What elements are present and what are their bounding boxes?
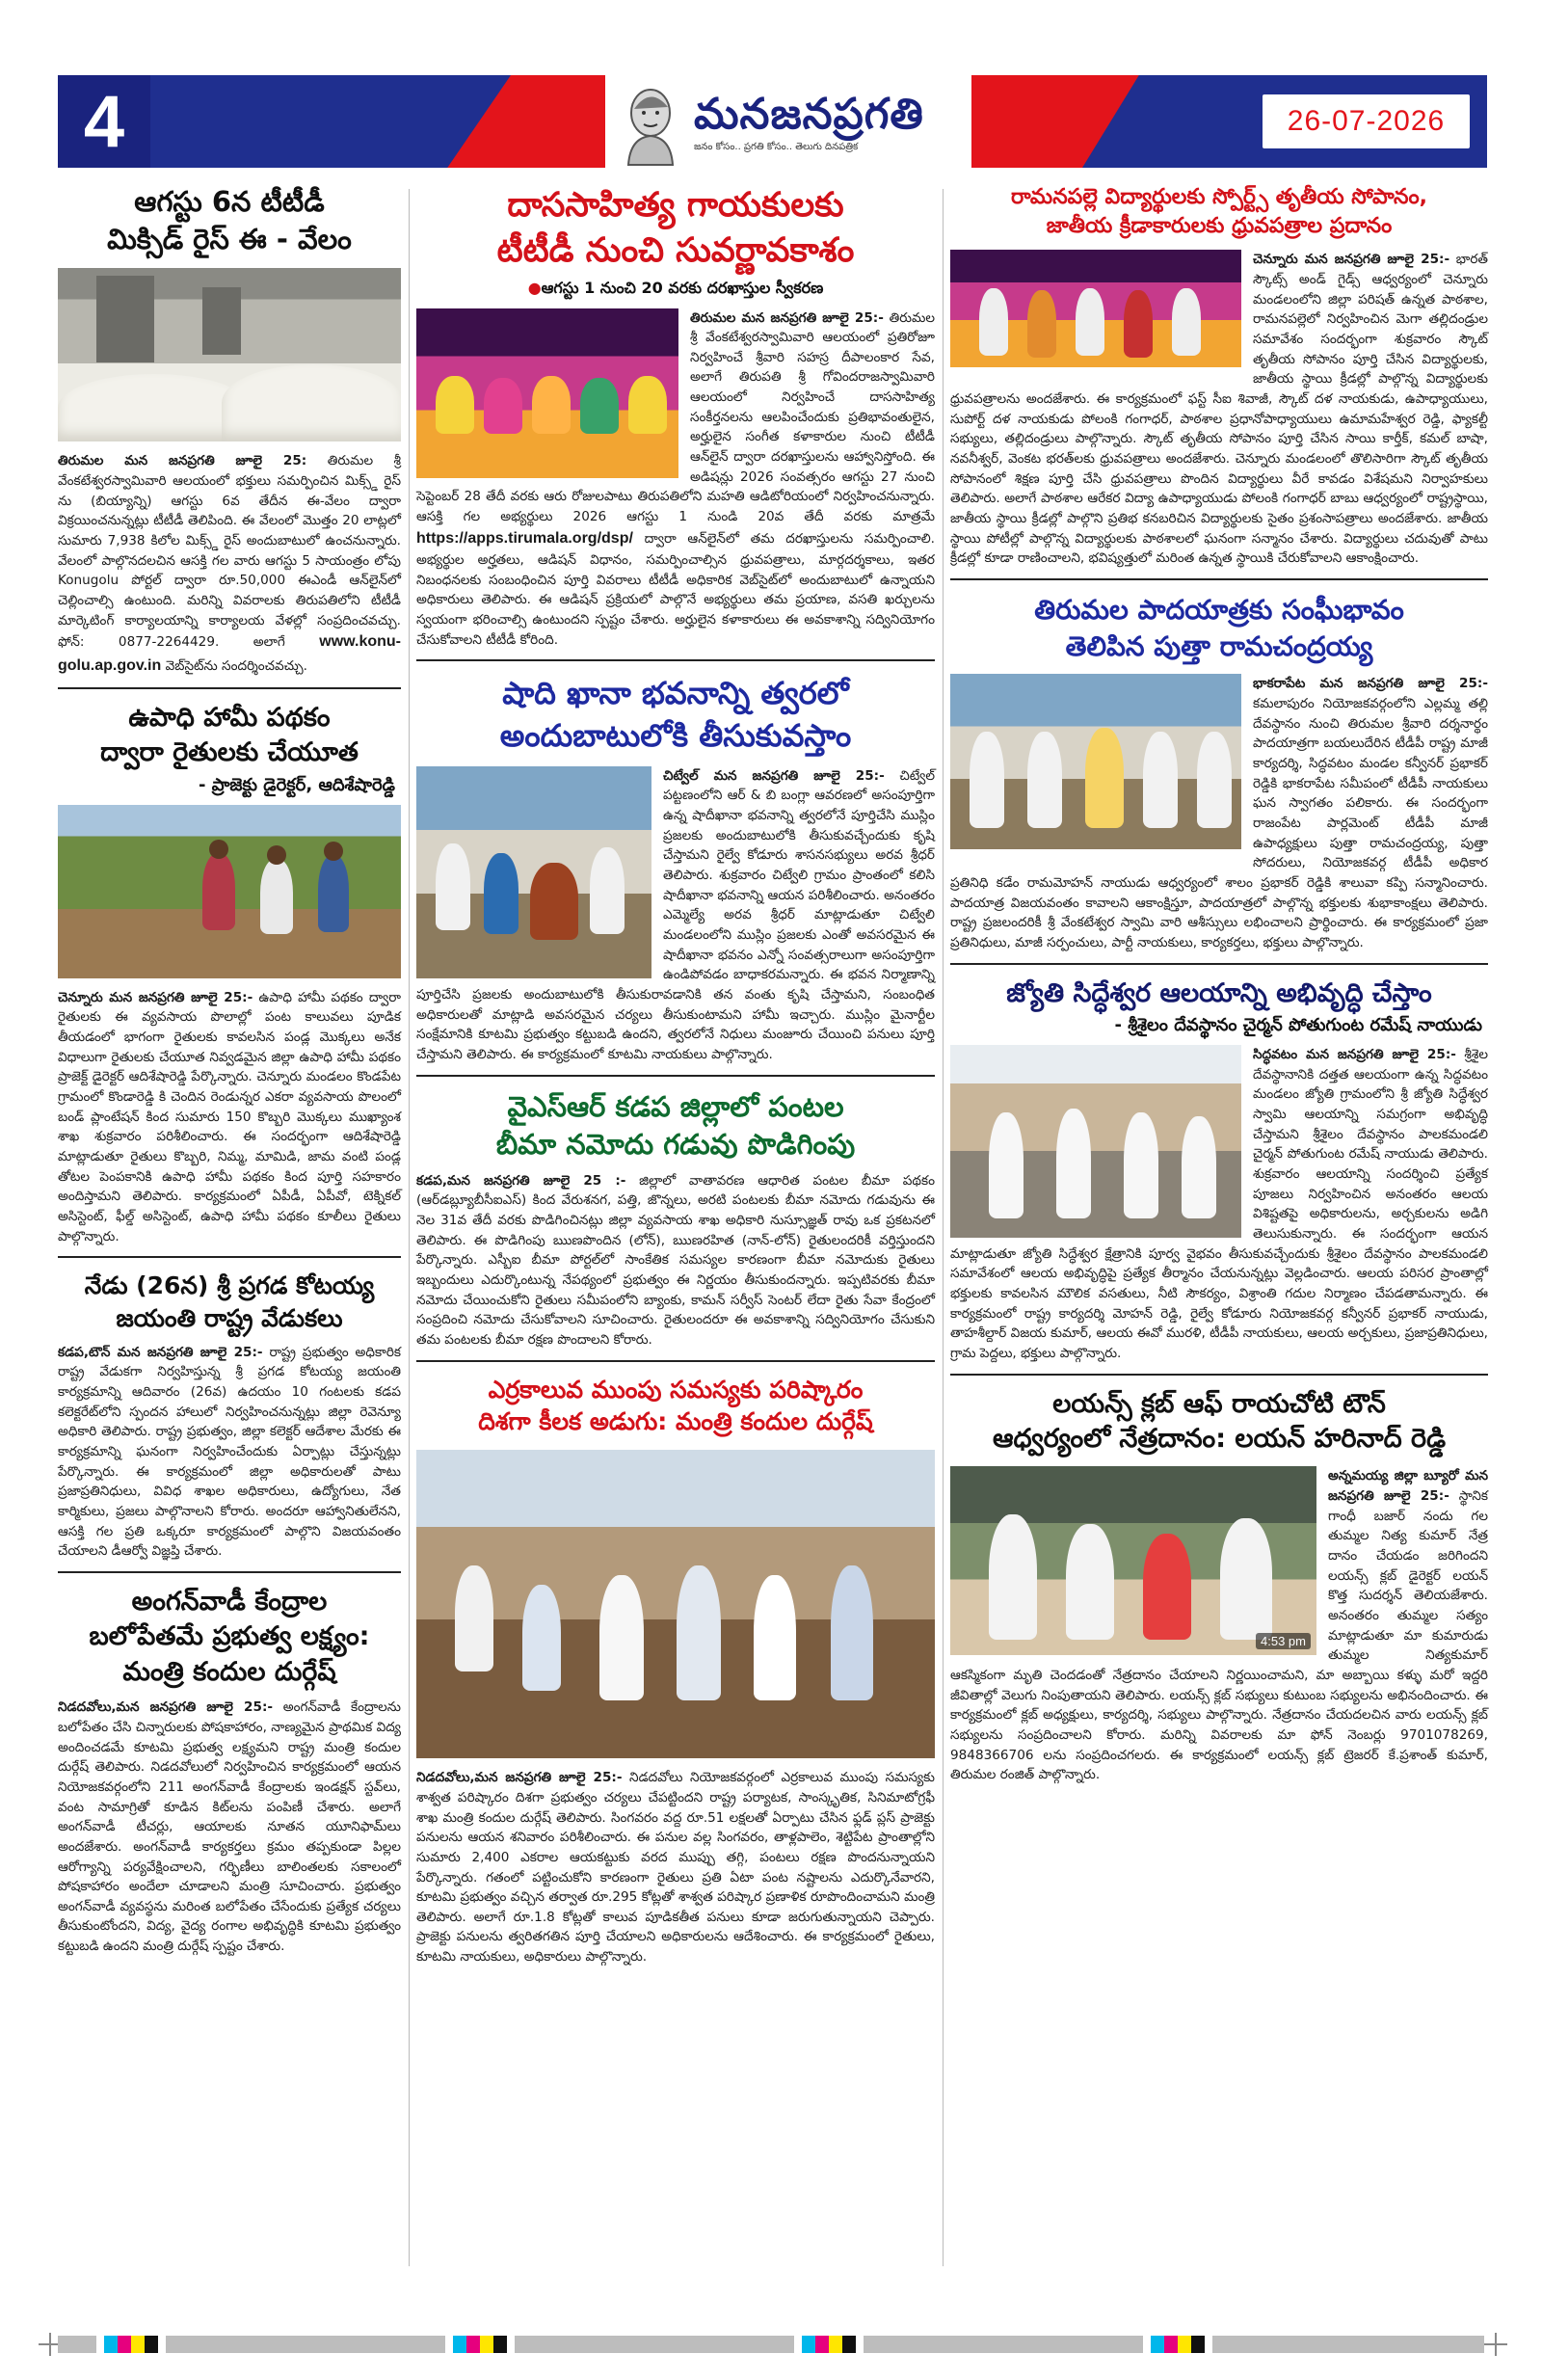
dateline: అన్నమయ్య జిల్లా బ్యూరో మన జనప్రగతి జూలై 25:- [1328, 1468, 1488, 1505]
person-figure [1076, 288, 1104, 356]
article-body [58, 988, 401, 1247]
headline-line: తెలిపిన పుత్తా రామచంద్రయ్య [1065, 629, 1373, 662]
person-figure [970, 732, 1004, 828]
dateline: చెన్నూరు మన జనప్రగతి జూలై 25:- [1253, 252, 1450, 268]
article-errakaluva [416, 1374, 935, 1967]
color-swatch [1178, 2336, 1191, 2353]
headline [416, 673, 935, 756]
person-figure [1027, 290, 1056, 358]
divider [950, 1374, 1488, 1376]
body-text: వెబ్‌సైట్‌ను సందర్శించవచ్చు. [165, 657, 307, 674]
person-figure [590, 847, 625, 934]
divider [58, 687, 401, 689]
headline [58, 183, 401, 258]
person-figure [436, 843, 470, 930]
person-figure [1027, 732, 1062, 828]
body-text: రాష్ట్ర ప్రభుత్వం అధికారిక రాష్ట్ర వేడుకగా నిర్వహిస్తున్న శ్రీ ప్రగడ కోటయ్య జయంతి కార్యక్రమాన్ని ఆదివారం (26వ) ఉదయం 10 గంటలకు కడప కలెక్టరేట్‌లోని స్పందన హాలులో నిర్వహించనున్నట్లు జిల్లా రెవెన్యూ అధికారి తెలిపారు. రాష్ట్ర ప్రభుత్వం, జిల్లా కలెక్టర్ ఆదేశాల మేరకు ఈ కార్యక్రమాన్ని ఘనంగా నిర్వహించేందుకు ఏర్పాట్లు చేస్తున్నట్లు పేర్కొన్నారు. ఈ కార్యక్రమంలో జిల్లా అధికారులతో పాటు ప్రజాప్రతినిధులు, వివిధ శాఖల అధికారులు, ఉద్యోగులు, నేత కార్మికులు, ప్రజలు పాల్గొనాలని కోరారు. అందరూ ఆహ్వానితులేనని, ఆసక్తి గల ప్రతి ఒక్కరూ కార్యక్రమంలో పాల్గొని విజయవంతం చేయాలని డీఆర్వో విజ్ఞప్తి చేశారు. [58, 1344, 401, 1560]
headline-line: దిశగా కీలక అడుగు: మంత్రి కందుల దుర్గేష్ [478, 1407, 873, 1436]
body-text: కమలాపురం నియోజకవర్గంలోని ఎల్లమ్మ తల్లి దేవస్థానం నుంచి తిరుమల శ్రీవారి దర్శనార్థం పాదయాత్రగా బయలుదేరిన టీడీపీ రాష్ట్ర మాజీ కార్యదర్శి, సిద్ధవటం మండల కన్వీనర్ ప్రభాకర్ రెడ్డికి భాకరాపేట సమీపంలో టీడీపీ నాయకులు ఘన స్వాగతం పలికారు. ఈ సందర్భంగా రాజంపేట పార్లమెంట్ టీడీపీ మాజీ ఉపాధ్యక్షులు పుత్తా రామచంద్రయ్య, పుత్తా సోదరులు, నియోజకవర్గ టీడీపీ అధికార ప్రతినిధి కడేం రామమోహన్ నాయుడు ఆధ్వర్యంలో శాలం ప్రభాకర్ రెడ్డికి శాలువా కప్పి సన్మానించారు. పాదయాత్ర విజయవంతం కావాలని ఆకాంక్షిస్తూ, పాదయాత్రలో పాల్గొన్న భక్తులకు శుభాకాంక్షలు తెలిపారు. రాష్ట్ర ప్రజలందరికీ శ్రీ వేంకటేశ్వర స్వామి వారి ఆశీస్సులు లభించాలని ప్రార్థించారు. ఈ కార్యక్రమంలో ప్రజా ప్రతినిధులు, మాజీ సర్పంచులు, పార్టీ నాయకులు, కార్యకర్తలు, భక్తులు పాల్గొన్నారు. [950, 696, 1488, 950]
headline-line: జాతీయ క్రీడాకారులకు ధ్రువపత్రాల ప్రదానం [1046, 213, 1393, 238]
article-body [416, 1171, 935, 1350]
headline-line: బీమా నమోదు గడువు పొడిగింపు [495, 1127, 856, 1161]
headline-line: ద్వారా రైతులకు చేయూత [100, 737, 359, 768]
article-crop-insurance [416, 1088, 935, 1350]
color-swatch [815, 2336, 829, 2353]
headline-line: ఎర్రకాలువ ముంపు సమస్యకు పరిష్కారం [488, 1375, 864, 1404]
person-figure [1143, 732, 1178, 828]
date-box [1263, 94, 1470, 148]
person-figure [436, 376, 474, 434]
headline [416, 1088, 935, 1163]
article-dasa-sahitya [416, 183, 935, 650]
color-swatch [131, 2336, 145, 2353]
color-swatch [104, 2336, 118, 2353]
newspaper-logo [615, 71, 964, 175]
body-text: తిరుమల శ్రీ వేంకటేశ్వరస్వామివారి ఆలయంలో భక్తులు సమర్పించిన మిక్స్డ్ రైస్ ను (బియ్యాన్ని) ఆగస్టు 6వ తేదీన ఈ-వేలం ద్వారా విక్రయించనున్నట్లు టీటీడీ తెలిపింది. ఈ వేలంలో మొత్తం 20 లాట్లలో సుమారు 7,938 కిలోల మిక్స్డ్ రైస్ అందుబాటులో ఉంచనున్నారు. వేలంలో పాల్గొనదలచిన ఆసక్తి గల వారు ఆగస్టు 5 సాయంత్రం లోపు Konugolu పోర్టల్ ద్వారా రూ.50,000 ఈఎండీ ఆన్‌లైన్‌లో చెల్లించాల్సి ఉంటుంది. మరిన్ని వివరాలకు తిరుపతిలోని టీటీడీ మార్కెటింగ్ కార్యాలయాన్ని కార్యాలయ వేళల్లో సంప్రదించవచ్చు. ఫోన్: 0877-2264429. అలాగే [58, 453, 402, 651]
color-swatch [1164, 2336, 1178, 2353]
headline-line: మిక్సిడ్ రైస్ ఈ - వేలం [107, 223, 352, 256]
color-swatch [842, 2336, 856, 2353]
divider [416, 1075, 935, 1077]
color-swatch [1212, 2336, 1484, 2353]
headline-line: ఉపాధి హామీ పథకం [128, 702, 331, 733]
page-number: 4 [83, 80, 125, 163]
divider [950, 963, 1488, 965]
machine-shape [96, 276, 154, 362]
article-body [416, 1768, 935, 1967]
photo-field-visit [58, 805, 401, 978]
dateline: నిడదవోలు,మన జనప్రగతి జూలై 25:- [58, 1699, 274, 1716]
body-text: తిరుమల శ్రీ వేంకటేశ్వరస్వామివారి ఆలయంలో ప్రతిరోజూ నిర్వహించే శ్రీవారి సహస్ర దీపాలంకార సేవ, అలాగే తిరుపతి శ్రీ గోవిందరాజస్వామివారి ఆలయంలో నిర్వహించే దాససాహిత్య సంకీర్తనలను ఆలపించేందుకు ప్రతిభావంతులైన, అర్హులైన సంగీత కళాకారుల నుంచి టీటీడీ ఆన్‌లైన్ ద్వారా దరఖాస్తులను ఆహ్వానిస్తోంది. ఈ అడిషన్లు 2026 సంవత్సరం ఆగస్టు 27 నుంచి సెప్టెంబర్ 28 తేదీ వరకు ఆరు రోజులపాటు తిరుపతిలోని మహతి ఆడిటోరియంలో నిర్వహించనున్నారు. ఆసక్తి గల అభ్యర్థులు 2026 ఆగస్టు 1 నుండి 20వ తేదీ వరకు మాత్రమే [416, 309, 935, 525]
photo-rice-bags [58, 268, 401, 441]
color-swatch [480, 2336, 493, 2353]
issue-date: 26-07-2026 [1287, 105, 1446, 137]
headline-line: ఆగస్టు 6న టీటీడీ [134, 185, 325, 218]
article-jyothi-siddeshwara [950, 976, 1488, 1364]
person-figure [318, 855, 349, 932]
photo-singers-stage [416, 308, 678, 478]
color-swatch [515, 2336, 794, 2353]
divider [58, 1571, 401, 1573]
color-swatch [1191, 2336, 1205, 2353]
color-swatch [453, 2336, 466, 2353]
headline-line: వైఎస్ఆర్ కడప జిల్లాలో పంటల [507, 1089, 844, 1123]
article-scouts-certificates [950, 183, 1488, 569]
article-anganwadi [58, 1585, 401, 1957]
person-head [324, 842, 343, 861]
body-text: చిట్వేల్ పట్టణంలోని ఆర్ & బి బంగ్లా ఆవరణలో అసంపూర్తిగా ఉన్న షాదీఖానా భవనాన్ని త్వరలోనే పూర్తిచేసి ముస్లిం ప్రజలకు అందుబాటులోకి తీసుకువచ్చేందుకు కృషి చేస్తామని రైల్వే కోడూరు శాసనసభ్యులు అరవ శ్రీధర్ తెలిపారు. శుక్రవారం చిట్వేలి గ్రామం ప్రాంతంలో కలిసి షాదీఖానా భవనాన్ని ఆయన పరిశీలించారు. అనంతరం ఎమ్మెల్యే అరవ శ్రీధర్ మాట్లాడుతూ చిట్వేలి మండలంలోని ముస్లిం ప్రజలకు ఎంతో అవసరమైన ఈ షాదీఖానా భవనం ఎన్నో సంవత్సరాలుగా అసంపూర్తిగా ఉండిపోవడం బాధాకరమన్నారు. ఈ భవన నిర్మాణాన్ని పూర్తిచేసి ప్రజలకు అందుబాటులోకి తీసుకురావడానికి తన వంతు కృషి చేస్తామని, సంబంధిత అధికారులతో మాట్లాడి అవసరమైన చర్యలు తీసుకుంటామని హామీ ఇచ్చారు. ముస్లిం మైనార్టీల సంక్షేమానికి కూటమి ప్రభుత్వం కట్టుబడి ఉందని, త్వరలోనే నిధులు మంజూరు చేయించి పనులు పూర్తి చేస్తామని తెలిపారు. ఈ కార్యక్రమంలో కూటమి నాయకులు పాల్గొన్నారు. [416, 767, 935, 1062]
rice-heap [222, 364, 401, 441]
person-figure [599, 1575, 644, 1700]
print-color-bar [58, 2336, 1484, 2353]
article-shadi-khana [416, 673, 935, 1064]
byline: - ప్రాజెక్టు డైరెక్టర్, ఆదిశేషారెడ్డి [198, 774, 395, 795]
dateline: చెన్నూరు మన జనప్రగతి జూలై 25:- [58, 989, 253, 1005]
person-head [209, 840, 228, 859]
dateline: భాకరాపేట మన జనప్రగతి జూలై 25:- [1253, 676, 1488, 692]
color-swatch [493, 2336, 507, 2353]
person-figure [1085, 728, 1124, 828]
color-swatch [145, 2336, 158, 2353]
headline-line: నేడు (26న) శ్రీ ప్రగడ కోటయ్య [84, 1271, 375, 1300]
divider [950, 578, 1488, 580]
right-column [950, 183, 1488, 1785]
person-figure [484, 853, 518, 934]
body-text: ఉపాధి హామీ పథకం ద్వారా రైతులకు ఈ వ్యవసాయ పొలాల్లో పంట కాలువలు పూడిక తీయడంలో భాగంగా రైతులకు కావలసిన పండ్ల మొక్కలు అనేక విధాలుగా రైతులకు చేయూత నివ్వడమైన జిల్లా ఉపాధి హామీ పథకం ప్రాజెక్ట్ డైరెక్టర్ ఆదిశేషారెడ్డి పేర్కొన్నారు. చెన్నూరు మండలం కొండపేట గ్రామంలో కొండారెడ్డి కి చెందిన రెండున్నర ఎకరా వ్యవసాయ పొలంలో బండ్ ప్లాంటేషన్ కింద సుమారు 150 కొబ్బరి మొక్కలు ముఖ్యాంశ శాఖ శుక్రవారం పరిశీలించారు. ఈ సందర్భంగా ఆదిశేషారెడ్డి మాట్లాడుతూ రైతులు కొబ్బరి, నిమ్మ, మామిడి, జామ వంటి పండ్ల తోటల పెంపకానికి ఉపాధి హామీ పథకం కింద పూర్తి సహకారం అందిస్తామని తెలిపారు. కార్యక్రమంలో ఏపీడీ, ఏపీవో, టెక్నికల్ అసిస్టెంట్, ఫీల్డ్ అసిస్టెంట్, ఉపాధి హామీ పథకం కూలీలు రైతులు పాల్గొన్నారు. [58, 989, 401, 1244]
headline-line: టీటీడీ నుంచి సువర్ణావకాశం [496, 231, 855, 271]
application-link[interactable]: https://apps.tirumala.org/dsp/ [416, 529, 633, 547]
person-figure [1124, 290, 1153, 358]
person-figure [1172, 288, 1201, 356]
page-number-box [58, 75, 150, 168]
headline [58, 1585, 401, 1690]
body-text: భారత్ స్కౌట్స్ అండ్ గైడ్స్ ఆధ్వర్యంలో చెన్నూరు మండలంలోని జిల్లా పరిషత్ ఉన్నత పాఠశాల, రామనపల్లెలో నిర్వహించిన మెగా తల్లిదండ్రుల సమావేశం సందర్భంగా శుక్రవారం స్కౌట్ తృతీయ సోపానం పూర్తి చేసిన విద్యార్థులకు, జాతీయ స్థాయి క్రీడల్లో పాల్గొన్న విద్యార్థులకు ధ్రువపత్రాలను అందజేశారు. ఈ కార్యక్రమంలో ఫస్ట్ సీఐ శివాజీ, స్కౌట్ దళ నాయకుడు, ఉపాధ్యాయులు, సుపోర్ట్ దళ నాయకుడు పోలంకి గంగాధర్, పాఠశాల ప్రధానోపాధ్యాయులు ఉమామహేశ్వర రెడ్డి, ఫ్యాకల్టీ సభ్యులు, తల్లిదండ్రులు పాల్గొన్నారు. స్కౌట్ తృతీయ సోపానం పూర్తి చేసిన సాయి కార్తీక్, కమల్ బాషా, నవనీశ్వర్, వెంకట భరత్‌లకు ధ్రువపత్రాలు అందజేశారు. చెన్నూరు మండలంలో తొలిసారిగా స్కౌట్ తృతీయ సోపానంలో శిక్షణ పూర్తి చేసి ధ్రువపత్రాలు పొందిన విద్యార్థులు వీరే కావడం విశేషమని నిర్వాహకులు తెలిపారు. అలాగే పాఠశాల ఆరేకర విద్యా ఉపాధ్యాయుడు పోలంకి గంగాధర్ బాబు ఆధ్వర్యంలో రాష్ట్రస్థాయి, జాతీయ స్థాయి క్రీడల్లో పాల్గొని ప్రతిభ కనబరిచిన విద్యార్థులకు సైతం ప్రశంసాపత్రాలు అందజేశారు. జాతీయ స్థాయి పోటీల్లో పాల్గొన్న విద్యార్థులకు పాఠశాలలో ఘనంగా సన్మానం చేశారు. విద్యార్థులు చదువుతో పాటు క్రీడల్లో కూడా రాణించాలని, భవిష్యత్తులో మరింత ఉన్నత స్థాయికి చేరుకోవాలని ఆకాంక్షించారు. [950, 252, 1488, 567]
color-swatch [864, 2336, 1143, 2353]
headline [58, 1270, 401, 1335]
subheadline: ● ఆగస్టు 1 నుంచి 20 వరకు దరఖాస్తుల స్వీకరణ [416, 279, 935, 301]
headline-line: లయన్స్ క్లబ్ ఆఫ్ రాయచోటి టౌన్ [1052, 1388, 1386, 1419]
body-text: ద్వారా ఆన్‌లైన్‌లో తమ దరఖాస్తులను సమర్పించాలి. అభ్యర్థుల అర్హతలు, ఆడిషన్ విధానం, సమర్పించాల్సిన ధ్రువపత్రాలు, మార్గదర్శకాలు, ఇతర నిబంధనలకు సంబంధించిన పూర్తి వివరాలు టీటీడీ అధికారిక వెబ్‌సైట్‌లో అందుబాటులో ఉన్నాయని అధికారులు తెలిపారు. ఈ ఆడిషన్ ప్రక్రియలో పాల్గొనే అభ్యర్థులు తమ ప్రయాణ, వసతి ఖర్చులను స్వయంగా భరించాల్సి ఉంటుందని స్పష్టం చేశారు. అర్హులైన కళాకారులు ఈ అవకాశాన్ని సద్వినియోగం చేసుకోవాలని టీటీడీ కోరింది. [416, 530, 935, 648]
article-mixed-rice-auction [58, 183, 401, 678]
logo-tagline: జనం కోసం.. ప్రగతి కోసం.. తెలుగు దినపత్రిక [694, 142, 859, 153]
column-divider [943, 189, 944, 2266]
color-swatch [118, 2336, 131, 2353]
person-figure [989, 1112, 1024, 1218]
color-swatch [58, 2336, 96, 2353]
color-swatch [829, 2336, 842, 2353]
headline [950, 592, 1488, 665]
person-figure [989, 1514, 1037, 1640]
article-lions-club [950, 1387, 1488, 1785]
headline-line: బలోపేతమే ప్రభుత్వ లక్ష్యం: [89, 1621, 370, 1652]
photo-padayatra-welcome [950, 674, 1241, 849]
person-figure [484, 378, 522, 434]
article-body [58, 1698, 401, 1957]
headline [58, 701, 401, 771]
person-figure [522, 1585, 561, 1691]
article-body [58, 451, 401, 678]
article-upadhi-hami [58, 701, 401, 1246]
dateline: కడప,టౌన్ మన జనప్రగతి జూలై 25:- [58, 1344, 263, 1360]
photo-certificate-distribution [950, 250, 1241, 367]
divider [58, 1256, 401, 1258]
person-figure [754, 1575, 796, 1700]
portrait-emblem-icon [615, 80, 686, 167]
headline-line: అంగన్‌వాడీ కేంద్రాల [131, 1586, 328, 1617]
person-figure [628, 376, 667, 434]
body-text: నిడదవోలు నియోజకవర్గంలో ఎర్రకాలువ ముంపు సమస్యకు శాశ్వత పరిష్కారం దిశగా ప్రభుత్వం చర్యలు చేపట్టిందని రాష్ట్ర పర్యాటక, సాంస్కృతిక, సినిమాటోగ్రఫీ శాఖ మంత్రి కందుల దుర్గేష్ తెలిపారు. సింగవరం వద్ద రూ.51 లక్షలతో ఏర్పాటు చేసిన ఫ్లడ్ ప్లస్ ప్రాజెక్టు పనులను ఆయన శనివారం పరిశీలించారు. ఈ పనుల వల్ల సింగవరం, తాళ్లపాలెం, శెట్టిపేట ప్రాంతాల్లోని సుమారు 2,400 ఎకరాల ఆయకట్టుకు వరద ముప్పు తగ్గి, పంటలు రక్షణ పొందనున్నాయని పేర్కొన్నారు. గతంలో పట్టించుకోని కారణంగా రైతులు ప్రతి ఏటా పంట నష్టాలను ఎదుర్కొనేవారని, కూటమి ప్రభుత్వం వచ్చిన తర్వాత రూ.295 కోట్లతో శాశ్వత పరిష్కార ప్రణాళిక రూపొందించామని మంత్రి తెలిపారు. అలాగే రూ.1.8 కోట్లతో కాలువ పూడికతీత పనులు కూడా జరుగుతున్నాయని చెప్పారు. ప్రాజెక్టు పనులను త్వరితగతిన పూర్తి చేయాలని అధికారులను ఆదేశించారు. ఈ కార్యక్రమంలో రైతులు, కూటమి నాయకులు, అధికారులు పాల్గొన్నారు. [416, 1770, 935, 1966]
person-figure [1066, 1524, 1114, 1640]
person-figure [1220, 1518, 1272, 1640]
person-figure [1124, 1112, 1158, 1218]
website-link[interactable]: www.konu-golu.ap.gov.in [58, 633, 401, 674]
color-swatch [166, 2336, 445, 2353]
headline: జ్యోతి సిద్ధేశ్వర ఆలయాన్ని అభివృద్ధి చేస్తాం [1006, 977, 1432, 1008]
body-text: శ్రీశైల దేవస్థానానికి దత్తత ఆలయంగా ఉన్న సిద్ధవటం మండలం జ్యోతి గ్రామంలోని శ్రీ జ్యోతి సిద్ధేశ్వర స్వామి ఆలయాన్ని సమగ్రంగా అభివృద్ధి చేస్తామని శ్రీశైలం దేవస్థానం పాలకమండలి చైర్మన్ పోతుగుంట రమేష్ నాయుడు తెలిపారు. శుక్రవారం ఆలయాన్ని సందర్శించి ప్రత్యేక పూజలు నిర్వహించిన అనంతరం ఆలయ విశిష్టతపై అధికారులను, అర్చకులను అడిగి తెలుసుకున్నారు. ఈ సందర్భంగా ఆయన మాట్లాడుతూ జ్యోతి సిద్ధేశ్వర క్షేత్రానికి పూర్వ వైభవం తీసుకువచ్చేందుకు శ్రీశైలం దేవస్థానం పాలకమండలి సమావేశంలో ఆలయ అభివృద్ధిపై ప్రత్యేక తీర్మానం చేయనున్నట్లు వెల్లడించారు. ఆలయ పరిసర ప్రాంతాల్లో భక్తులకు కావలసిన మౌలిక వసతులు, నీటి సౌకర్యం, విశ్రాంతి గదుల నిర్మాణం చేపడతామన్నారు. ఈ కార్యక్రమంలో రాష్ట్ర కార్యదర్శి మోహన్ రెడ్డి, రైల్వే కోడూరు నియోజకవర్గ కన్వీనర్ ప్రభాకర్ నాయుడు, తాహశీల్దార్ విజయ కుమార్, ఆలయ ఈవో మురళి, టీడీపీ నాయకులు, ఆలయ అర్చకులు, ప్రజాప్రతినిధులు, గ్రామ పెద్దలు, భక్తులు పాల్గొన్నారు. [950, 1047, 1488, 1361]
person-figure [677, 1565, 721, 1700]
person-head [267, 845, 286, 865]
headline-line: షాది ఖానా భవనాన్ని త్వరలో [502, 675, 849, 712]
headline-line: తిరుమల పాదయాత్రకు సంఘీభావం [1034, 593, 1404, 626]
headline-line: దాససాహిత్య గాయకులకు [507, 186, 844, 225]
person-figure [831, 1565, 873, 1700]
headline-line: అందుబాటులోకి తీసుకువస్తాం [499, 716, 852, 754]
person-figure [202, 853, 235, 930]
headline-line: ఆధ్వర్యంలో నేత్రదానం: లయన్ హరినాద్ రెడ్డి [992, 1424, 1447, 1455]
person-figure [1143, 1534, 1191, 1640]
column-divider [409, 189, 410, 2266]
color-swatch [802, 2336, 815, 2353]
color-swatch [1151, 2336, 1164, 2353]
dateline: కడప,మన జనప్రగతి జూలై 25 :- [416, 1172, 626, 1189]
photo-building-inspection [416, 766, 651, 978]
machine-shape [202, 287, 241, 355]
person-figure [1197, 732, 1232, 828]
registration-mark-icon [1484, 2333, 1507, 2356]
logo-title: మనజనప్రగతి [694, 89, 924, 139]
person-figure [532, 376, 571, 434]
headline [950, 1387, 1488, 1457]
dateline: తిరుమల మన జనప్రగతి జూలై 25: [58, 453, 307, 469]
masthead [58, 60, 1487, 183]
person-figure [580, 378, 619, 434]
body-text: స్థానిక గాంధీ బజార్ నందు గల తుమ్మల నిత్య కుమార్ నేత్ర దానం చేయడం జరిగిందని లయన్స్ క్లబ్ డైరెక్టర్ లయన్ కొత్త సుదర్శన్ తెలియజేశారు. అనంతరం తుమ్మల సత్యం మాట్లాడుతూ మా కుమారుడు తుమ్మల నిత్యకుమార్ ఆకస్మికంగా మృతి చెందడంతో నేత్రదానం చేయాలని నిర్ణయించామని, మా అబ్బాయి కళ్ళు మరో ఇద్దరి జీవితాల్లో వెలుగు నింపుతాయని తెలిపారు. లయన్స్ క్లబ్ సభ్యులు కుటుంబ సభ్యులను అభినందించారు. ఈ కార్యక్రమంలో క్లబ్ అధ్యక్షులు, కార్యదర్శి, సభ్యులు పాల్గొన్నారు. నేత్రదానం చేయదలచిన వారు లయన్స్ క్లబ్ సభ్యులను సంప్రదించాలని కోరారు. మరిన్ని వివరాలకు మా ఫోన్ నెంబర్లు 9701078269, 9848366706 లను సంప్రదించగలరు. ఈ కార్యక్రమంలో లయన్స్ క్లబ్ ట్రెజరర్ కే.ప్రశాంత్ కుమార్, తిరుమల రంజిత్ పాల్గొన్నారు. [950, 1488, 1488, 1783]
headline-line: జయంతి రాష్ట్ర వేడుకలు [116, 1303, 343, 1332]
middle-column [416, 183, 935, 1967]
body-text: అంగన్‌వాడీ కేంద్రాలను బలోపేతం చేసి చిన్నారులకు పోషకాహారం, నాణ్యమైన ప్రాథమిక విద్య అందించడమే కూటమి ప్రభుత్వ లక్ష్యమని రాష్ట్ర మంత్రి కందుల దుర్గేష్ తెలిపారు. నిడదవోలులో నిర్వహించిన కార్యక్రమంలో ఆయన నియోజకవర్గంలోని 211 అంగన్‌వాడీ కేంద్రాలకు ఇండక్షన్ స్టవ్‌లు, వంట సామాగ్రితో కూడిన కిట్‌లను పంపిణీ చేశారు. అలాగే అంగన్‌వాడీ టీచర్లు, ఆయాలకు నూతన యూనిఫామ్‌లు అందజేశారు. అంగన్‌వాడీ కార్యకర్తలు క్రమం తప్పకుండా పిల్లల ఆరోగ్యాన్ని పర్యవేక్షించాలని, గర్భిణీలు బాలింతలకు సకాలంలో పోషకాహారం అందేలా చూడాలని మంత్రి సూచించారు. ప్రభుత్వం అంగన్‌వాడీ వ్యవస్థను మరింత బలోపేతం చేసేందుకు ప్రత్యేక చర్యలు తీసుకుంటోందని, విద్య, వైద్య రంగాల అభివృద్ధికి కూటమి ప్రభుత్వం కట్టుబడి ఉందని మంత్రి దుర్గేష్ స్పష్టం చేశారు. [58, 1699, 401, 1955]
person-figure [530, 863, 578, 940]
dateline: నిడదవోలు,మన జనప్రగతి జూలై 25:- [416, 1770, 623, 1786]
photo-timestamp: 4:53 pm [1256, 1633, 1311, 1649]
byline: - శ్రీశైలం దేవస్థానం చైర్మన్ పోతుగుంట రమేష్ నాయుడు [1114, 1015, 1482, 1036]
body-text: జిల్లాలో వాతావరణ ఆధారిత పంటల బీమా పథకం (ఆర్‌డబ్ల్యూబీసీఐఎస్) కింద వేరుశనగ, పత్తి, జొన్నలు, అరటి పంటలకు బీమా నమోదు గడువును ఈ నెల 31వ తేదీ వరకు పొడిగించినట్లు జిల్లా వ్యవసాయ శాఖ అధికారి నుస్సూజ్ఞత్ రావు ఒక ప్రకటనలో తెలిపారు. ఈ పొడిగింపు ఋణపొందిన (లోన్), ఋణరహిత (నాన్-లోన్) రైతులందరికీ వర్తిస్తుందని పేర్కొన్నారు. ఎస్బీఐ బీమా పోర్టల్‌లో సాంకేతిక సమస్యల కారణంగా బీమా నమోదుకు రైతులు ఇబ్బందులు ఎదుర్కొంటున్న నేపథ్యంలో ప్రభుత్వం ఈ నిర్ణయం తీసుకుందన్నారు. ఇప్పటివరకు బీమా నమోదు చేయించుకోని రైతులు సమీపంలోని బ్యాంకు, కామన్ సర్వీస్ సెంటర్ లేదా రైతు సేవా కేంద్రంలో సంప్రదించి నమోదు చేసుకోవాలని సూచించారు. రైతులందరూ ఈ అవకాశాన్ని సద్వినియోగం చేసుకుని తమ పంటలకు బీమా రక్షణ పొందాలని కోరారు. [416, 1172, 935, 1349]
dateline: తిరుమల మన జనప్రగతి జూలై 25:- [690, 309, 884, 326]
photo-temple-visit [950, 1045, 1241, 1238]
photo-eye-donation [950, 1466, 1316, 1655]
dateline: చిట్వేల్ మన జనప్రగతి జూలై 25:- [663, 767, 885, 784]
color-swatch [466, 2336, 480, 2353]
divider [416, 1360, 935, 1362]
headline [416, 183, 935, 275]
person-figure [260, 859, 293, 934]
photo-minister-field-visit [416, 1450, 935, 1758]
left-column [58, 183, 401, 1957]
headline-line: మంత్రి కందుల దుర్గేష్ [122, 1656, 336, 1687]
person-figure [455, 1565, 493, 1671]
article-body [58, 1343, 401, 1562]
dateline: సిద్ధవటం మన జనప్రగతి జూలై 25:- [1253, 1047, 1456, 1063]
person-figure [979, 288, 1008, 356]
person-figure [1182, 1116, 1216, 1218]
person-figure [1056, 1109, 1091, 1218]
headline [950, 183, 1488, 240]
headline-line: రామనపల్లె విద్యార్థులకు స్పోర్ట్స్ తృతీయ సోపానం, [1011, 185, 1427, 209]
article-pragada-kotaiah [58, 1270, 401, 1562]
divider [416, 659, 935, 661]
headline [416, 1374, 935, 1439]
article-putta-ramachandraiah [950, 592, 1488, 953]
